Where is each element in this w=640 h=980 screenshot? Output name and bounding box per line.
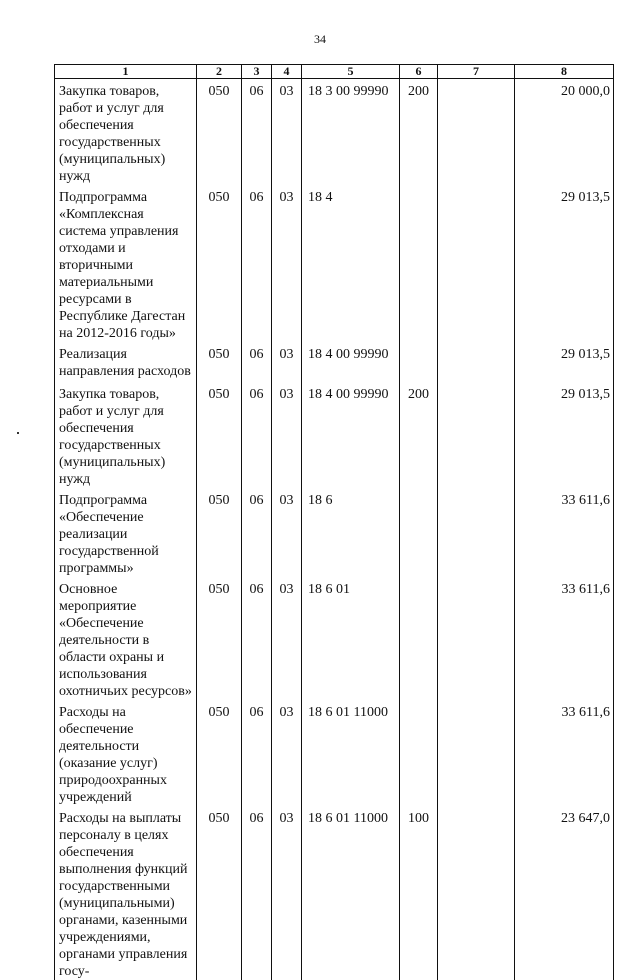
amount: 23 647,0: [515, 806, 614, 980]
expense-type-code: [400, 488, 438, 577]
row-name: Закупка товаров, работ и услуг для обеспечения государственных (муниципальных) нужд: [55, 382, 197, 488]
section-code: 06: [242, 185, 272, 342]
subsection-code: 03: [272, 806, 302, 980]
table-row: [55, 185, 614, 342]
subsection-code: 03: [272, 342, 302, 382]
ministry-code: 050: [197, 342, 242, 382]
amount: 33 611,6: [515, 488, 614, 577]
column-7-value: [438, 79, 515, 186]
expense-type-code: [400, 577, 438, 700]
table-row: [55, 382, 614, 488]
ministry-code: 050: [197, 79, 242, 186]
table-row: [55, 488, 614, 577]
table-row: [55, 577, 614, 700]
section-code: 06: [242, 577, 272, 700]
table-row: [55, 700, 614, 806]
ministry-code: 050: [197, 185, 242, 342]
row-name: Расходы на выплаты персоналу в целях обеспечения выполнения функций государственными (муниципальными) органами, казенными учреждениями, органами управления госу-: [55, 806, 197, 980]
section-code: 06: [242, 700, 272, 806]
row-name: Расходы на обеспечение деятельности (оказание услуг) природоохранных учреждений: [55, 700, 197, 806]
subsection-code: 03: [272, 488, 302, 577]
header-cell: 8: [515, 65, 614, 79]
row-name: Закупка товаров, работ и услуг для обеспечения государственных (муниципальных) нужд: [55, 79, 197, 186]
section-code: 06: [242, 488, 272, 577]
target-article-code: 18 3 00 99990: [302, 79, 400, 186]
ministry-code: 050: [197, 577, 242, 700]
expense-type-code: 200: [400, 382, 438, 488]
column-7-value: [438, 806, 515, 980]
row-name: Подпрограмма «Обеспечение реализации государственной программы»: [55, 488, 197, 577]
amount: 29 013,5: [515, 342, 614, 382]
page-number: 34: [314, 32, 326, 46]
header-cell: 2: [197, 65, 242, 79]
table-row: [55, 806, 614, 980]
ministry-code: 050: [197, 488, 242, 577]
section-code: 06: [242, 382, 272, 488]
ministry-code: 050: [197, 382, 242, 488]
target-article-code: 18 4: [302, 185, 400, 342]
header-cell: 6: [400, 65, 438, 79]
column-7-value: [438, 488, 515, 577]
section-code: 06: [242, 342, 272, 382]
row-name: Основное мероприятие «Обеспечение деятельности в области охраны и использования охотничьих ресурсов»: [55, 577, 197, 700]
scan-speck: [17, 432, 19, 434]
column-7-value: [438, 342, 515, 382]
amount: 29 013,5: [515, 185, 614, 342]
amount: 29 013,5: [515, 382, 614, 488]
subsection-code: 03: [272, 79, 302, 186]
target-article-code: 18 6: [302, 488, 400, 577]
expense-type-code: 200: [400, 79, 438, 186]
subsection-code: 03: [272, 382, 302, 488]
expense-type-code: [400, 185, 438, 342]
target-article-code: 18 6 01 11000: [302, 700, 400, 806]
column-7-value: [438, 577, 515, 700]
table-row: [55, 342, 614, 382]
expense-type-code: 100: [400, 806, 438, 980]
ministry-code: 050: [197, 806, 242, 980]
ministry-code: 050: [197, 700, 242, 806]
section-code: 06: [242, 806, 272, 980]
column-7-value: [438, 382, 515, 488]
target-article-code: 18 4 00 99990: [302, 382, 400, 488]
header-cell: 7: [438, 65, 515, 79]
subsection-code: 03: [272, 700, 302, 806]
expense-type-code: [400, 700, 438, 806]
amount: 33 611,6: [515, 700, 614, 806]
amount: 33 611,6: [515, 577, 614, 700]
subsection-code: 03: [272, 577, 302, 700]
row-name: Подпрограмма «Комплексная система управления отходами и вторичными материальными ресурсами в Республике Дагестан на 2012-2016 годы»: [55, 185, 197, 342]
target-article-code: 18 4 00 99990: [302, 342, 400, 382]
amount: 20 000,0: [515, 79, 614, 186]
expense-type-code: [400, 342, 438, 382]
section-code: 06: [242, 79, 272, 186]
header-row: [55, 65, 614, 79]
header-cell: 3: [242, 65, 272, 79]
subsection-code: 03: [272, 185, 302, 342]
header-cell: 1: [55, 65, 197, 79]
header-cell: 4: [272, 65, 302, 79]
column-7-value: [438, 700, 515, 806]
budget-table: [54, 64, 614, 980]
header-cell: 5: [302, 65, 400, 79]
target-article-code: 18 6 01: [302, 577, 400, 700]
column-7-value: [438, 185, 515, 342]
table-row: [55, 79, 614, 186]
row-name: Реализация направления расходов: [55, 342, 197, 382]
target-article-code: 18 6 01 11000: [302, 806, 400, 980]
